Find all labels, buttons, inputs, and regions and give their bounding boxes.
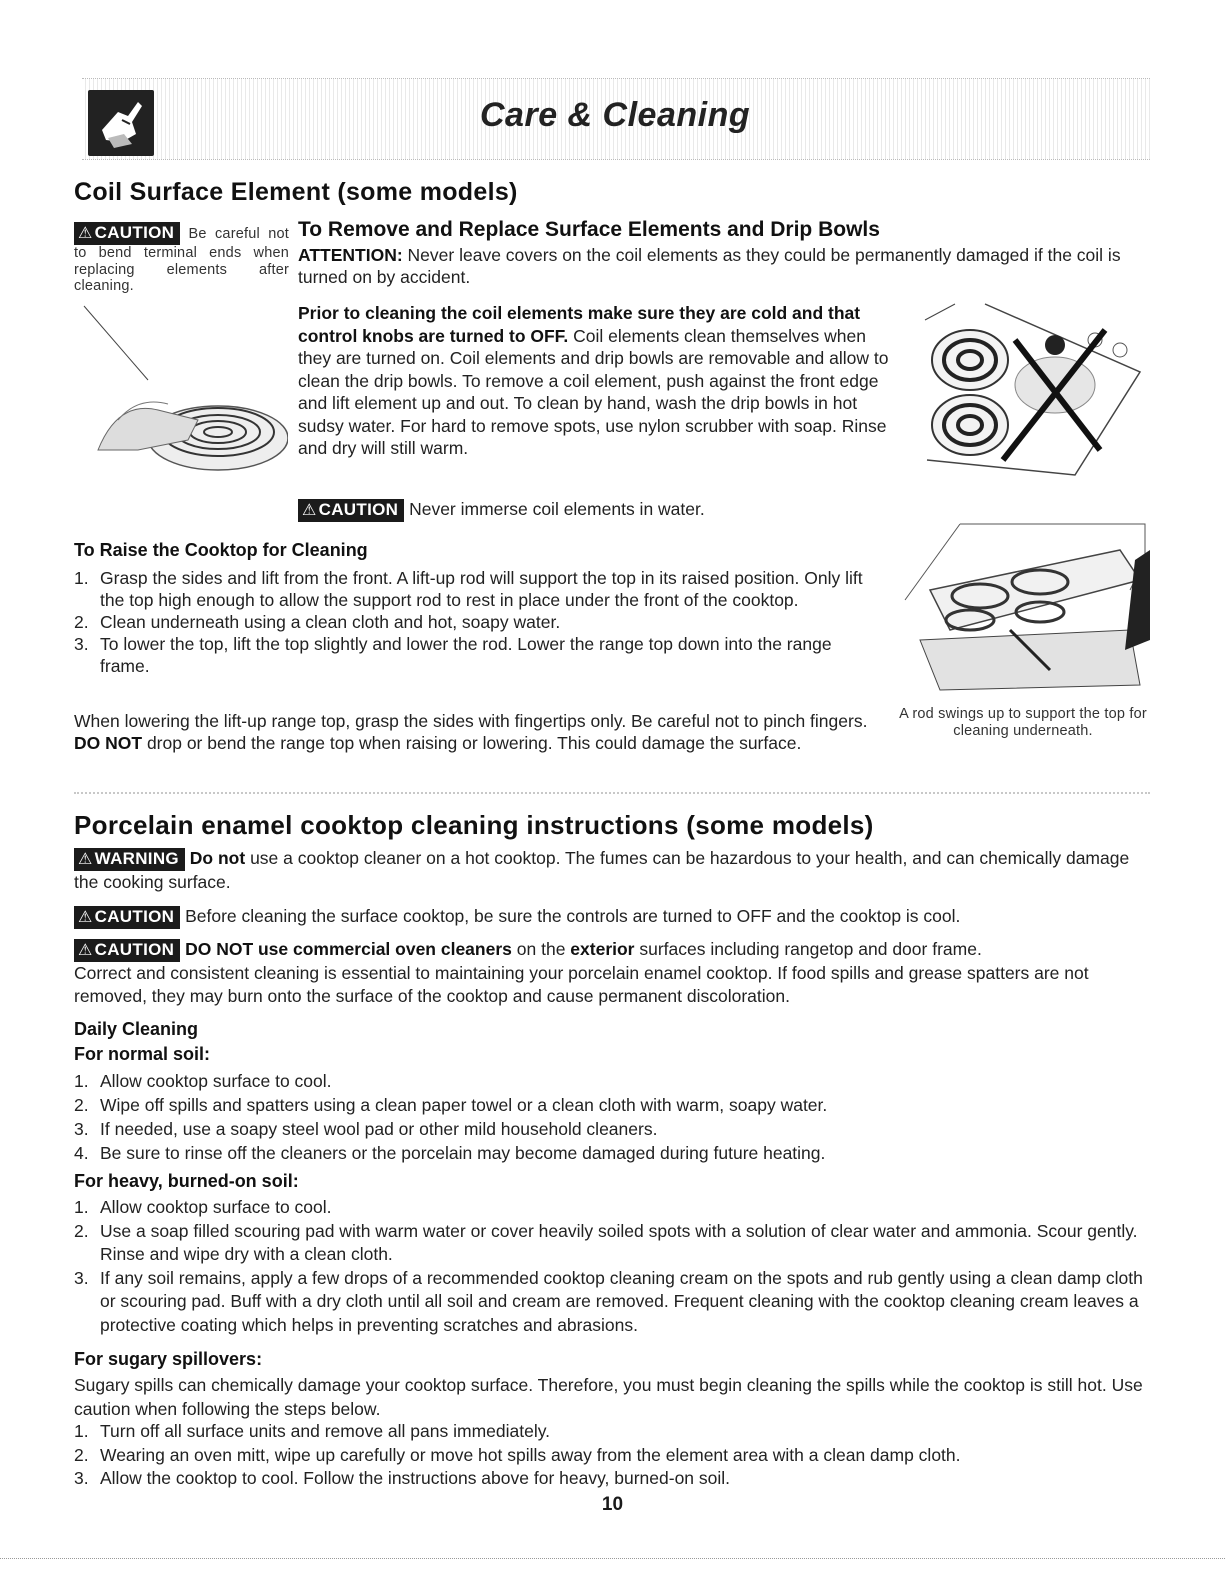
list-item: 3. If needed, use a soapy steel wool pad or other mild household cleaners. (74, 1119, 658, 1139)
raise-steps (74, 567, 884, 677)
porcelain-intro: Correct and consistent cleaning is essential to maintaining your porcelain enamel cooktop. If food spills and grease spatters are not removed, they may burn onto the surface of the cooktop and cause permanent discoloration. (74, 963, 1089, 1006)
caution-rest: not to bend terminal ends when replacing elements after cleaning. (74, 226, 289, 294)
list-item: 1. Turn off all surface units and remove all pans immediately. (74, 1421, 551, 1441)
warning-badge: ⚠ WARNING (74, 848, 185, 871)
rod-caption: A rod swings up to support the top for cleaning underneath. (899, 706, 1147, 739)
page-title: Care & Cleaning (480, 96, 751, 134)
caution-lead: Be careful (188, 226, 260, 242)
list-item: 2. Wipe off spills and spatters using a clean paper towel or a clean cloth with warm, soapy water. (74, 1095, 828, 1115)
caution-cool-paragraph: ⚠ CAUTION Before cleaning the surface cooktop, be sure the controls are turned to OFF and the cooktop is cool. (74, 905, 1146, 929)
sugary-intro: Sugary spills can chemically damage your cooktop surface. Therefore, you must begin cleaning the spills while the cooktop is still hot. Use caution when following the steps below. (74, 1375, 1143, 1419)
raise-note: When lowering the lift-up range top, grasp the sides with fingertips only. Be careful not to pinch fingers. DO NOT drop or bend the range top when raising or lowering. This could damage the surface. (74, 711, 868, 753)
warning-triangle-icon: ⚠ (302, 502, 317, 519)
daily-cleaning-title: Daily Cleaning (74, 1019, 199, 1039)
sugary-steps (74, 1420, 1146, 1491)
heavy-soil-steps (74, 1196, 1146, 1337)
warning-paragraph: ⚠ WARNING Do not use a cooktop cleaner on a hot cooktop. The fumes can be hazardous to your health, and can chemically damage the cooking surface. (74, 848, 1130, 892)
bottom-rule (0, 1558, 1225, 1559)
warning-triangle-icon: ⚠ (78, 225, 93, 242)
warning-triangle-icon: ⚠ (78, 942, 93, 959)
attention-paragraph (298, 244, 1140, 288)
caution-badge-3: ⚠ CAUTION (74, 906, 180, 929)
prior-text: Coil elements clean themselves when they are turned on. Coil elements and drip bowls are removable and allow to clean the drip bowls. To remove a coil element, push against the front edge and lift element up and out. To clean by hand, wash the drip bowls in hot sudsy water. For hard to remove spots, use nylon scrubber with soap. Rinse and dry will still warm. (298, 325, 889, 458)
sugary-title: For sugary spillovers: (74, 1349, 263, 1369)
never-immerse-text: Never immerse coil elements in water. (409, 499, 705, 519)
warning-triangle-icon: ⚠ (78, 909, 93, 926)
attention-text: Never leave covers on the coil elements as they could be permanently damaged if the coil is turned on by accident. (298, 245, 1121, 287)
list-item: 2. Use a soap filled scouring pad with warm water or cover heavily soiled spots with a solution of clear water and ammonia. Scour gently. Rinse and wipe dry with a clean cloth. (74, 1220, 1138, 1264)
caution-badge-2: ⚠ CAUTION (298, 499, 404, 522)
section-divider (74, 792, 1150, 794)
list-item: 1. Grasp the sides and lift from the front. A lift-up rod will support the top in its raised position. Only lift the top high enough to allow the support rod to rest in place under the front of the cooktop. (74, 568, 863, 610)
heavy-soil-title: For heavy, burned-on soil: (74, 1171, 299, 1191)
prior-bold: Prior to cleaning the coil elements make sure they are cold and that control knobs are turned to OFF. (298, 303, 861, 346)
remove-replace-title: To Remove and Replace Surface Elements and Drip Bowls (298, 218, 880, 241)
raised-cooktop-illustration (900, 520, 1150, 695)
coil-caution-note (74, 222, 289, 295)
list-item: 3. If any soil remains, apply a few drops of a recommended cooktop cleaning cream on the spots and rub gently using a clean damp cloth or scouring pad. Buff with a dry cloth until all soil and cream are removed. Frequent cleaning with the cooktop cleaning cream leaves a protective coating which helps in preventing scratches and abrasions. (74, 1267, 1143, 1335)
list-item: 1. Allow cooktop surface to cool. (74, 1071, 332, 1091)
normal-soil-title: For normal soil: (74, 1044, 211, 1064)
list-item: 4. Be sure to rinse off the cleaners or the porcelain may become damaged during future heating. (74, 1143, 826, 1163)
never-immerse-line (298, 498, 705, 522)
porcelain-section-title: Porcelain enamel cooktop cleaning instructions (some models) (74, 810, 874, 840)
list-item: 2. Clean underneath using a clean cloth and hot, soapy water. (74, 612, 561, 632)
page-number: 10 (601, 1494, 624, 1515)
warning-triangle-icon: ⚠ (78, 851, 93, 868)
attention-label: ATTENTION: (298, 245, 403, 265)
cooktop-x-illustration (915, 300, 1150, 490)
caution-badge-4: ⚠ CAUTION (74, 939, 180, 962)
normal-soil-steps (74, 1069, 1146, 1165)
raise-title: To Raise the Cooktop for Cleaning (74, 540, 368, 560)
list-item: 1. Allow cooktop surface to cool. (74, 1197, 332, 1217)
coil-section-title: Coil Surface Element (some models) (74, 178, 518, 206)
caution-oven-cleaner-paragraph: ⚠ CAUTION DO NOT use commercial oven cleaners on the exterior surfaces including rangetop and door frame. (74, 938, 1146, 962)
list-item: 2. Wearing an oven mitt, wipe up carefully or move hot spills away from the element area with a clean damp cloth. (74, 1444, 961, 1465)
caution-badge: ⚠ CAUTION (74, 222, 180, 245)
list-item: 3. Allow the cooktop to cool. Follow the instructions above for heavy, burned-on soil. (74, 1468, 731, 1488)
list-item: 3. To lower the top, lift the top slightly and lower the rod. Lower the range top down into the range frame. (74, 634, 832, 676)
hand-cleaning-logo-icon (88, 90, 154, 156)
prior-paragraph (298, 302, 898, 460)
coil-element-illustration (78, 300, 288, 480)
